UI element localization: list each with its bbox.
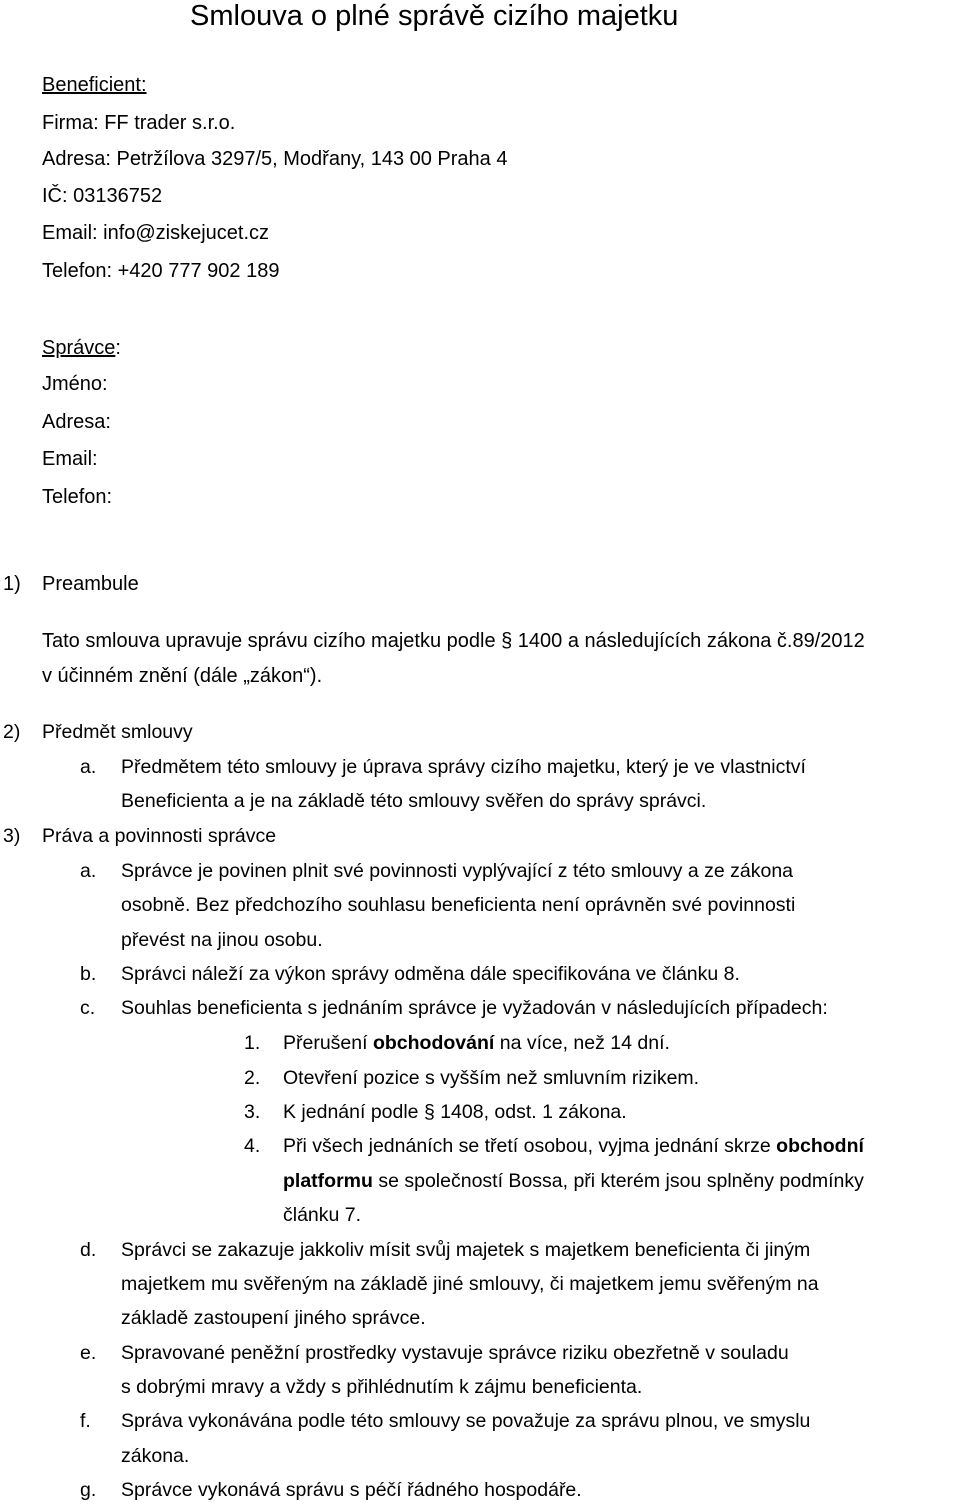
beneficiary-address-label: Adresa: (42, 148, 111, 170)
section-3-e-line2: s dobrými mravy a vždy s přihlédnutím k zájmu beneficienta. (121, 1376, 643, 1398)
section-3-e-line1: Spravované peněžní prostředky vystavuje správce riziku obezřetně v souladu (121, 1342, 789, 1364)
section-3-c4-line1 (283, 1134, 864, 1158)
section-3-a-marker: a. (80, 860, 97, 882)
beneficiary-address-value: Petržílova 3297/5, Modřany, 143 00 Praha 4 (110, 148, 508, 170)
beneficiary-ic-value: 03136752 (67, 185, 163, 207)
section-3-g-marker: g. (80, 1479, 97, 1501)
section-3-c3-marker: 3. (244, 1101, 261, 1123)
section-3-c4-line2 (283, 1169, 864, 1193)
administrator-heading (42, 336, 121, 360)
section-2-number: 2) (3, 721, 21, 743)
section-3-c4-line3: článku 7. (283, 1204, 362, 1226)
section-3-a-line2: osobně. Bez předchozího souhlasu beneficienta není oprávněn své povinnosti (121, 894, 796, 916)
section-3-c1-pre: Přerušení (283, 1032, 373, 1054)
section-3-d-marker: d. (80, 1239, 97, 1261)
beneficiary-phone (42, 259, 279, 283)
section-3-c4-bold2: platformu (283, 1170, 373, 1192)
beneficiary-address (42, 147, 507, 171)
administrator-heading-word: Správce (42, 337, 116, 359)
section-1-text-line2: v účinném znění (dále „zákon“). (42, 665, 323, 687)
section-3-title: Práva a povinnosti správce (42, 825, 277, 847)
beneficiary-firm: Firma: FF trader s.r.o. (42, 112, 236, 134)
section-3-b-marker: b. (80, 963, 97, 985)
section-3-d-line3: základě zastoupení jiného správce. (121, 1307, 426, 1329)
section-3-c3-text: K jednání podle § 1408, odst. 1 zákona. (283, 1101, 627, 1123)
beneficiary-ic-label: IČ: (42, 185, 68, 207)
section-3-c-line1: Souhlas beneficienta s jednáním správce je vyžadován v následujících případech: (121, 997, 828, 1019)
section-3-a-line3: převést na jinou osobu. (121, 929, 323, 951)
section-3-c1-marker: 1. (244, 1032, 261, 1054)
section-3-b-line1: Správci náleží za výkon správy odměna dále specifikována ve článku 8. (121, 963, 740, 985)
section-2-a-line1: Předmětem této smlouvy je úprava správy cizího majetku, který je ve vlastnictví (121, 756, 806, 778)
section-3-c4-post: se společností Bossa, při kterém jsou splněny podmínky (372, 1170, 864, 1192)
section-3-c2-marker: 2. (244, 1067, 261, 1089)
section-3-g-line1: Správce vykonává správu s péčí řádného hospodáře. (121, 1479, 582, 1501)
beneficiary-email: Email: info@ziskejucet.cz (42, 222, 270, 244)
section-1-number: 1) (3, 573, 21, 595)
section-3-c2-text: Otevření pozice s vyšším než smluvním rizikem. (283, 1067, 700, 1089)
section-3-number: 3) (3, 825, 21, 847)
section-1-title: Preambule (42, 573, 139, 595)
beneficiary-phone-value: +420 777 902 189 (112, 260, 280, 282)
section-2-a-marker: a. (80, 756, 97, 778)
section-3-c4-bold1: obchodní (776, 1135, 864, 1157)
beneficiary-phone-label: Telefon: (42, 260, 113, 282)
section-3-f-marker: f. (80, 1410, 91, 1432)
section-3-c4-marker: 4. (244, 1135, 261, 1157)
section-2-title: Předmět smlouvy (42, 721, 193, 743)
section-3-c1-bold: obchodování (372, 1032, 495, 1054)
beneficiary-ic (42, 184, 162, 208)
administrator-email: Email: (42, 448, 98, 470)
section-3-f-line2: zákona. (121, 1445, 190, 1467)
administrator-address: Adresa: (42, 411, 111, 433)
section-3-c-marker: c. (80, 997, 96, 1019)
administrator-phone: Telefon: (42, 486, 113, 508)
section-3-c4-pre: Při všech jednáních se třetí osobou, vyjma jednání skrze (283, 1135, 777, 1157)
section-3-d-line2: majetkem mu svěřeným na základě jiné smlouvy, či majetkem jemu svěřeným na (121, 1273, 819, 1295)
section-3-a-line1: Správce je povinen plnit své povinnosti vyplývající z této smlouvy a ze zákona (121, 860, 794, 882)
section-3-c1-text (283, 1031, 670, 1055)
section-3-f-line1: Správa vykonávána podle této smlouvy se považuje za správu plnou, ve smyslu (121, 1410, 811, 1432)
section-1-text-line1: Tato smlouva upravuje správu cizího majetku podle § 1400 a následujících zákona č.89/2012 (42, 630, 865, 652)
administrator-heading-colon: : (115, 337, 121, 359)
section-2-a-line2: Beneficienta a je na základě této smlouvy svěřen do správy správci. (121, 790, 707, 812)
administrator-name: Jméno: (42, 373, 108, 395)
section-3-d-line1: Správci se zakazuje jakkoliv mísit svůj majetek s majetkem beneficienta či jiným (121, 1239, 811, 1261)
section-3-c1-post: na více, než 14 dní. (494, 1032, 670, 1054)
section-3-e-marker: e. (80, 1342, 97, 1364)
document-title: Smlouva o plné správě cizího majetku (190, 0, 679, 32)
beneficiary-heading: Beneficient: (42, 74, 147, 96)
